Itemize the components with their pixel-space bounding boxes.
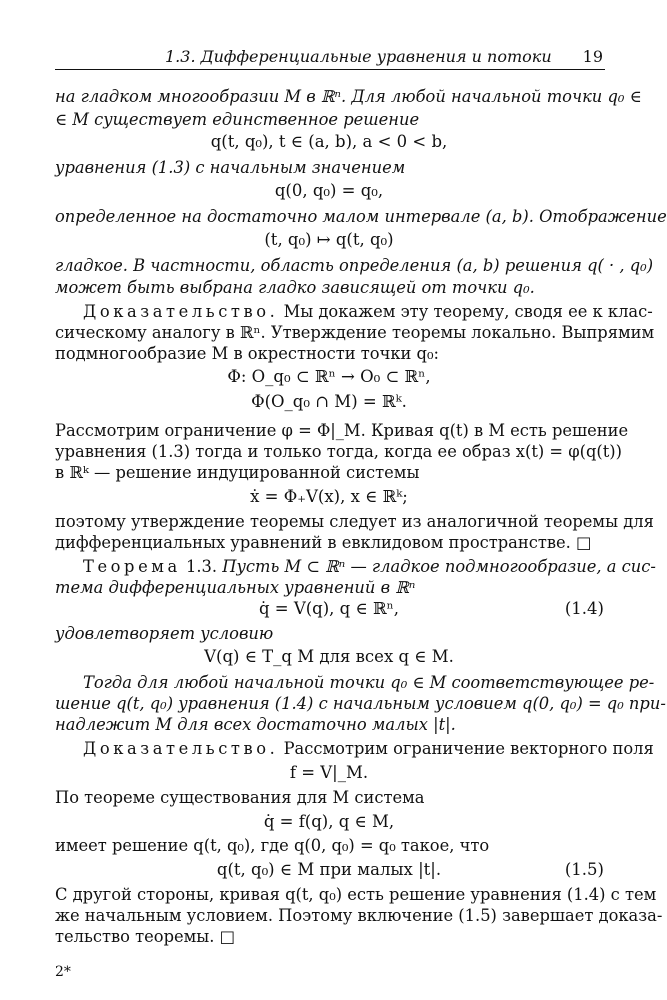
text-line: уравнения (1.3) с начальным значением [55, 158, 406, 177]
text-line: на гладком многообразии M в ℝⁿ. Для любой начальной точки q₀ ∈ [55, 87, 642, 106]
equation-number: (1.5) [564, 860, 604, 879]
equation: Φ(O_q₀ ∩ M) = ℝᵏ. [251, 392, 407, 411]
proof-paragraph-start [55, 739, 654, 759]
page-number: 19 [582, 47, 603, 66]
equation: q̇ = V(q), q ∈ ℝⁿ, [258, 599, 400, 618]
text-fragment: Мы докажем эту теорему, сводя ее к клас- [278, 302, 653, 321]
text-line: удовлетворяет условию [55, 624, 274, 643]
text-fragment: Рассмотрим ограничение векторного поля [278, 739, 654, 758]
equation: Φ: O_q₀ ⊂ ℝⁿ → O₀ ⊂ ℝⁿ, [227, 367, 431, 386]
text-line: дифференциальных уравнений в евклидовом пространстве. □ [55, 533, 592, 552]
header-title: 1.3. Дифференциальные уравнения и потоки [165, 47, 552, 66]
text-line: По теореме существования для M система [55, 788, 425, 807]
theorem-number: 1.3. [180, 557, 218, 576]
equation: q̇ = f(q), q ∈ M, [263, 812, 395, 831]
theorem-label: Теорема [83, 557, 181, 576]
equation: q(0, q₀) = q₀, [274, 181, 384, 200]
equation: V(q) ∈ T_q M для всех q ∈ M. [204, 647, 454, 666]
theorem-paragraph-start [55, 557, 656, 577]
signature-mark: 2* [55, 964, 71, 980]
text-fragment: Пусть M ⊂ ℝⁿ — гладкое подмногообразие, а сис- [217, 557, 656, 576]
text-line: сическому аналогу в ℝⁿ. Утверждение теоремы локально. Выпрямим [55, 323, 655, 342]
equation: (t, q₀) ↦ q(t, q₀) [264, 230, 394, 249]
text-line: подмногообразие M в окрестности точки q₀: [55, 344, 439, 363]
text-line: поэтому утверждение теоремы следует из аналогичной теоремы для [55, 512, 654, 531]
text-line: в ℝᵏ — решение индуцированной системы [55, 463, 420, 482]
text-line: имеет решение q(t, q₀), где q(0, q₀) = q₀ такое, что [55, 836, 490, 855]
text-line: определенное на достаточно малом интервале (a, b). Отображение [55, 207, 667, 226]
text-line: гладкое. В частности, область определения (a, b) решения q( · , q₀) [55, 256, 654, 275]
text-line: тельство теоремы. □ [55, 927, 235, 946]
text-line: надлежит M для всех достаточно малых |t|. [55, 715, 456, 734]
text-line: может быть выбрана гладко зависящей от точки q₀. [55, 278, 535, 297]
equation: f = V|_M. [289, 763, 369, 782]
proof-label: Доказательство. [83, 739, 279, 758]
text-line: С другой стороны, кривая q(t, q₀) есть решение уравнения (1.4) с тем [55, 885, 657, 904]
equation: q(t, q₀) ∈ M при малых |t|. [216, 860, 442, 879]
equation: ẋ = Φ₊V(x), x ∈ ℝᵏ; [250, 487, 408, 506]
text-line: же начальным условием. Поэтому включение (1.5) завершает доказа- [55, 906, 663, 925]
equation: q(t, q₀), t ∈ (a, b), a < 0 < b, [210, 132, 448, 151]
text-line: Рассмотрим ограничение φ = Φ|_M. Кривая q(t) в M есть решение [55, 421, 629, 440]
text-line: шение q(t, q₀) уравнения (1.4) с начальным условием q(0, q₀) = q₀ при- [55, 694, 666, 713]
text-line: тема дифференциальных уравнений в ℝⁿ [55, 578, 416, 597]
text-line: Тогда для любой начальной точки q₀ ∈ M соответствующее ре- [83, 673, 655, 692]
proof-label: Доказательство. [83, 302, 279, 321]
running-header [55, 45, 605, 70]
proof-paragraph-start [55, 302, 653, 322]
text-line: ∈ M существует единственное решение [55, 110, 420, 129]
equation-number: (1.4) [564, 599, 604, 618]
text-line: уравнения (1.3) тогда и только тогда, когда ее образ x(t) = φ(q(t)) [55, 442, 622, 461]
